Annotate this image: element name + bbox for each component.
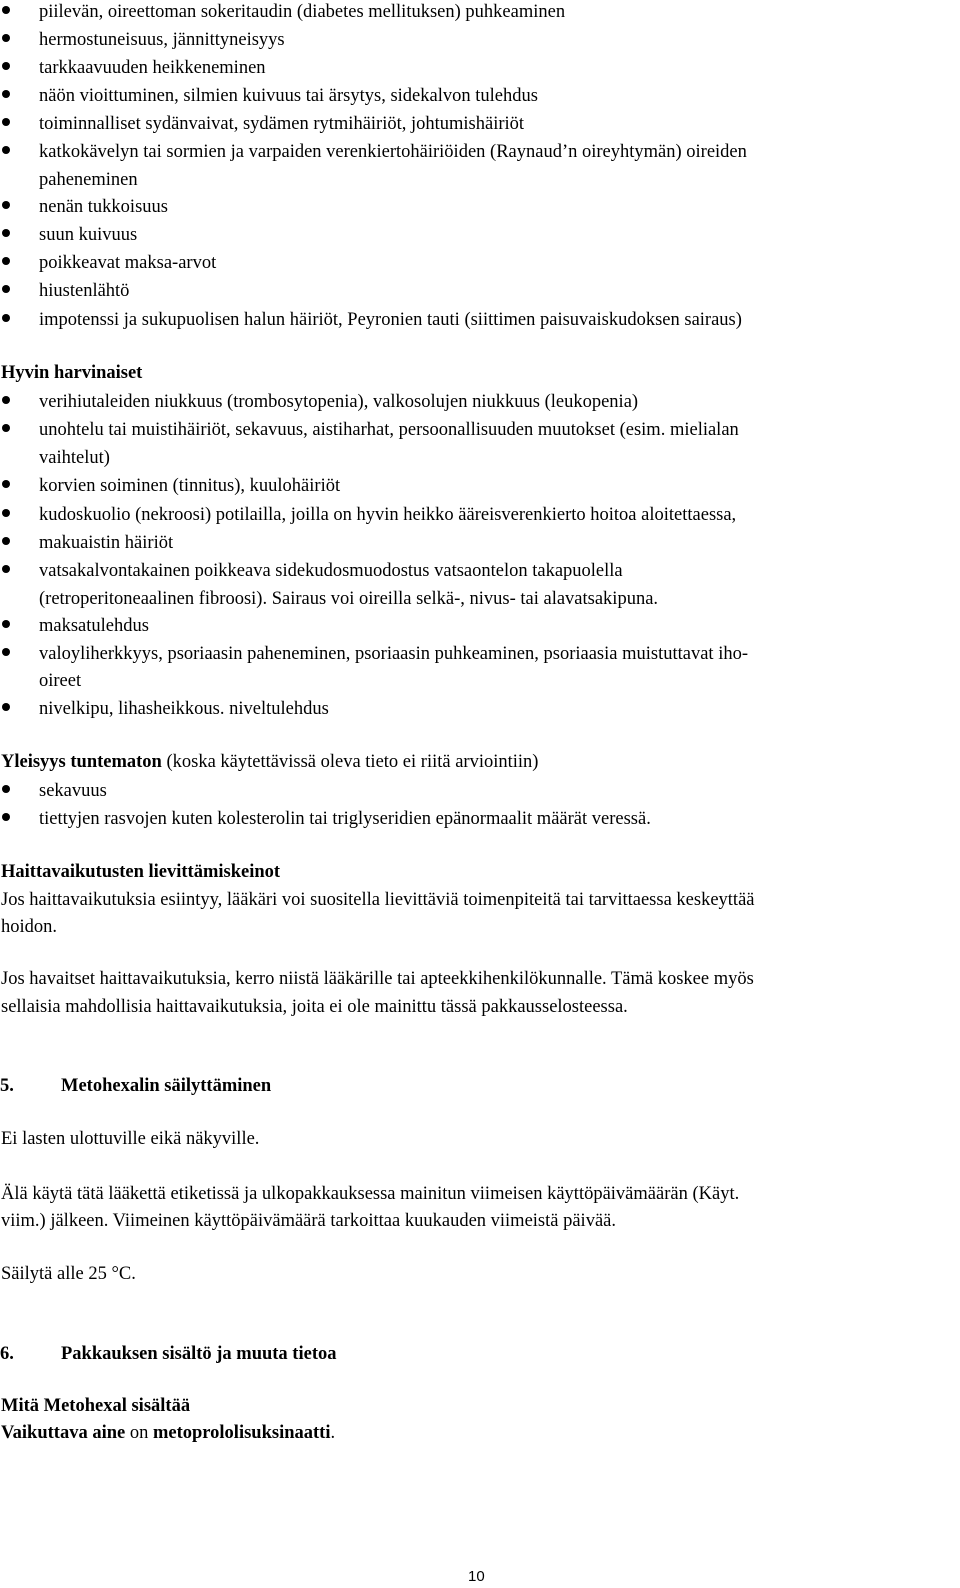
bullet-icon (2, 285, 10, 293)
paragraph-line: Ei lasten ulottuville eikä näkyville. (1, 1129, 260, 1149)
bullet-icon (2, 6, 10, 14)
bullet-icon (2, 565, 10, 573)
bullet-icon (2, 537, 10, 545)
bullet-icon (2, 703, 10, 711)
bullet-icon (2, 648, 10, 656)
bullet-icon (2, 396, 10, 404)
bullet-icon (2, 146, 10, 154)
paragraph-line: Jos havaitset haittavaikutuksia, kerro niistä lääkärille tai apteekkihenkilökunnalle. Tämä koskee myös (1, 969, 754, 989)
bullet-icon (2, 229, 10, 237)
paragraph-line: viim.) jälkeen. Viimeinen käyttöpäivämäärä tarkoittaa kuukauden viimeistä päivää. (1, 1211, 616, 1231)
bullet-icon (2, 509, 10, 517)
bullet-icon (2, 620, 10, 628)
bullet-icon (2, 118, 10, 126)
mitigation-heading: Haittavaikutusten lievittämiskeinot (1, 862, 281, 882)
bullet-icon (2, 480, 10, 488)
paragraph-line: sellaisia mahdollisia haittavaikutuksia, joita ei ole mainittu tässä pakkausselosteessa. (1, 997, 628, 1017)
section-number: 5. (0, 1076, 14, 1096)
unknown-frequency-heading: Yleisyys tuntematon (koska käytettävissä oleva tieto ei riitä arviointiin) (1, 752, 539, 772)
bullet-icon (2, 813, 10, 821)
document-page: piilevän, oireettoman sokeritaudin (diabetes mellituksen) puhkeaminen hermostuneisuus, jännittyneisyys tarkkaavuuden heikkeneminen näön vioittuminen, silmien kuivuus tai ärsytys, sidekalvon tulehdus toiminnalliset sydänvaivat, sydämen rytmihäiriöt, johtumishäiriöt katkokävelyn tai sormien ja varpaiden verenkiertohäiriöiden (Raynaud’n oireyhtymän) oireiden paheneminen nenän tukkoisuus suun kuivuus poikkeavat maksa-arvot hiustenlähtö impotenssi ja sukupuolisen halun häiriöt, Peyronien tauti (siittimen paisuvaiskudoksen sairaus) Hyvin harvinaiset verihiutaleiden niukkuus (trombosytopenia), valkosolujen niukkuus (leukopenia) unohtelu tai muistihäiriöt, sekavuus, aistiharhat, persoonallisuuden muutokset (esim. mielialan vaihtelut) korvien soiminen (tinnitus), kuulohäiriöt kudoskuolio (nekroosi) potilailla, joilla on hyvin heikko ääreisverenkierto hoitoa aloitettaessa, makuaistin häiriöt vatsakalvontakainen poikkeava sidekudosmuodostus vatsaontelon takapuolella (retroperitoneaalinen fibroosi). Sairaus voi oireilla selkä-, nivus- tai alavatsakipuna. maksatulehdus valoyliherkkyys, psoriaasin paheneminen, psoriaasin puhkeaminen, psoriaasia muistuttavat iho- oireet nivelkipu, lihasheikkous. niveltulehdus Yleisyys tuntematon (koska käytettävissä oleva tieto ei riitä arviointiin) sekavuus tiettyjen rasvojen kuten kolesterolin tai triglyseridien epänormaalit määrät veressä. Haittavaikutusten lievittämiskeinot Jos haittavaikutuksia esiintyy, lääkäri voi suositella lievittäviä toimenpiteitä tai tarvittaessa keskeyttää hoidon. Jos havaitset haittavaikutuksia, kerro niistä lääkärille tai apteekkihenkilökunnalle. Tämä koskee myös sellaisia mahdollisia haittavaikutuksia, joita ei ole mainittu tässä pakkausselosteessa. 5. Metohexalin säilyttäminen Ei lasten ulottuville eikä näkyville. Älä käytä tätä lääkettä etiketissä ja ulkopakkauksessa mainitun viimeisen käyttöpäivämäärän (Käyt. viim.) jälkeen. Viimeinen käyttöpäivämäärä tarkoittaa kuukauden viimeistä päivää. Säilytä alle 25 °C. 6. Pakkauksen sisältö ja muuta tietoa Mitä Metohexal sisältää Vaikuttava aine on metoprololisuksinaatti. 10 (0, 2, 755, 1585)
bullet-icon (2, 34, 10, 42)
paragraph-line: hoidon. (1, 917, 58, 937)
bullet-icon (2, 90, 10, 98)
page-number: 10 (468, 1568, 485, 1585)
subheading: Mitä Metohexal sisältää (1, 1396, 191, 1416)
bullet-icon (2, 314, 10, 322)
bullet-icon (2, 257, 10, 265)
section-title: Pakkauksen sisältö ja muuta tietoa (61, 1344, 337, 1364)
bullet-icon (2, 785, 10, 793)
bullet-icon (2, 62, 10, 70)
paragraph-line: Säilytä alle 25 °C. (1, 1264, 136, 1284)
paragraph-line: Jos haittavaikutuksia esiintyy, lääkäri voi suositella lievittäviä toimenpiteitä tai tarvittaessa keskeyttää (1, 890, 755, 910)
bullet-icon (2, 424, 10, 432)
active-ingredient-line: Vaikuttava aine on metoprololisuksinaatti. (1, 1423, 336, 1443)
rare-heading: Hyvin harvinaiset (1, 363, 143, 383)
section-number: 6. (0, 1344, 14, 1364)
paragraph-line: Älä käytä tätä lääkettä etiketissä ja ulkopakkauksessa mainitun viimeisen käyttöpäivämäärän (Käyt. (1, 1184, 740, 1204)
bullet-icon (2, 201, 10, 209)
section-title: Metohexalin säilyttäminen (61, 1076, 272, 1096)
